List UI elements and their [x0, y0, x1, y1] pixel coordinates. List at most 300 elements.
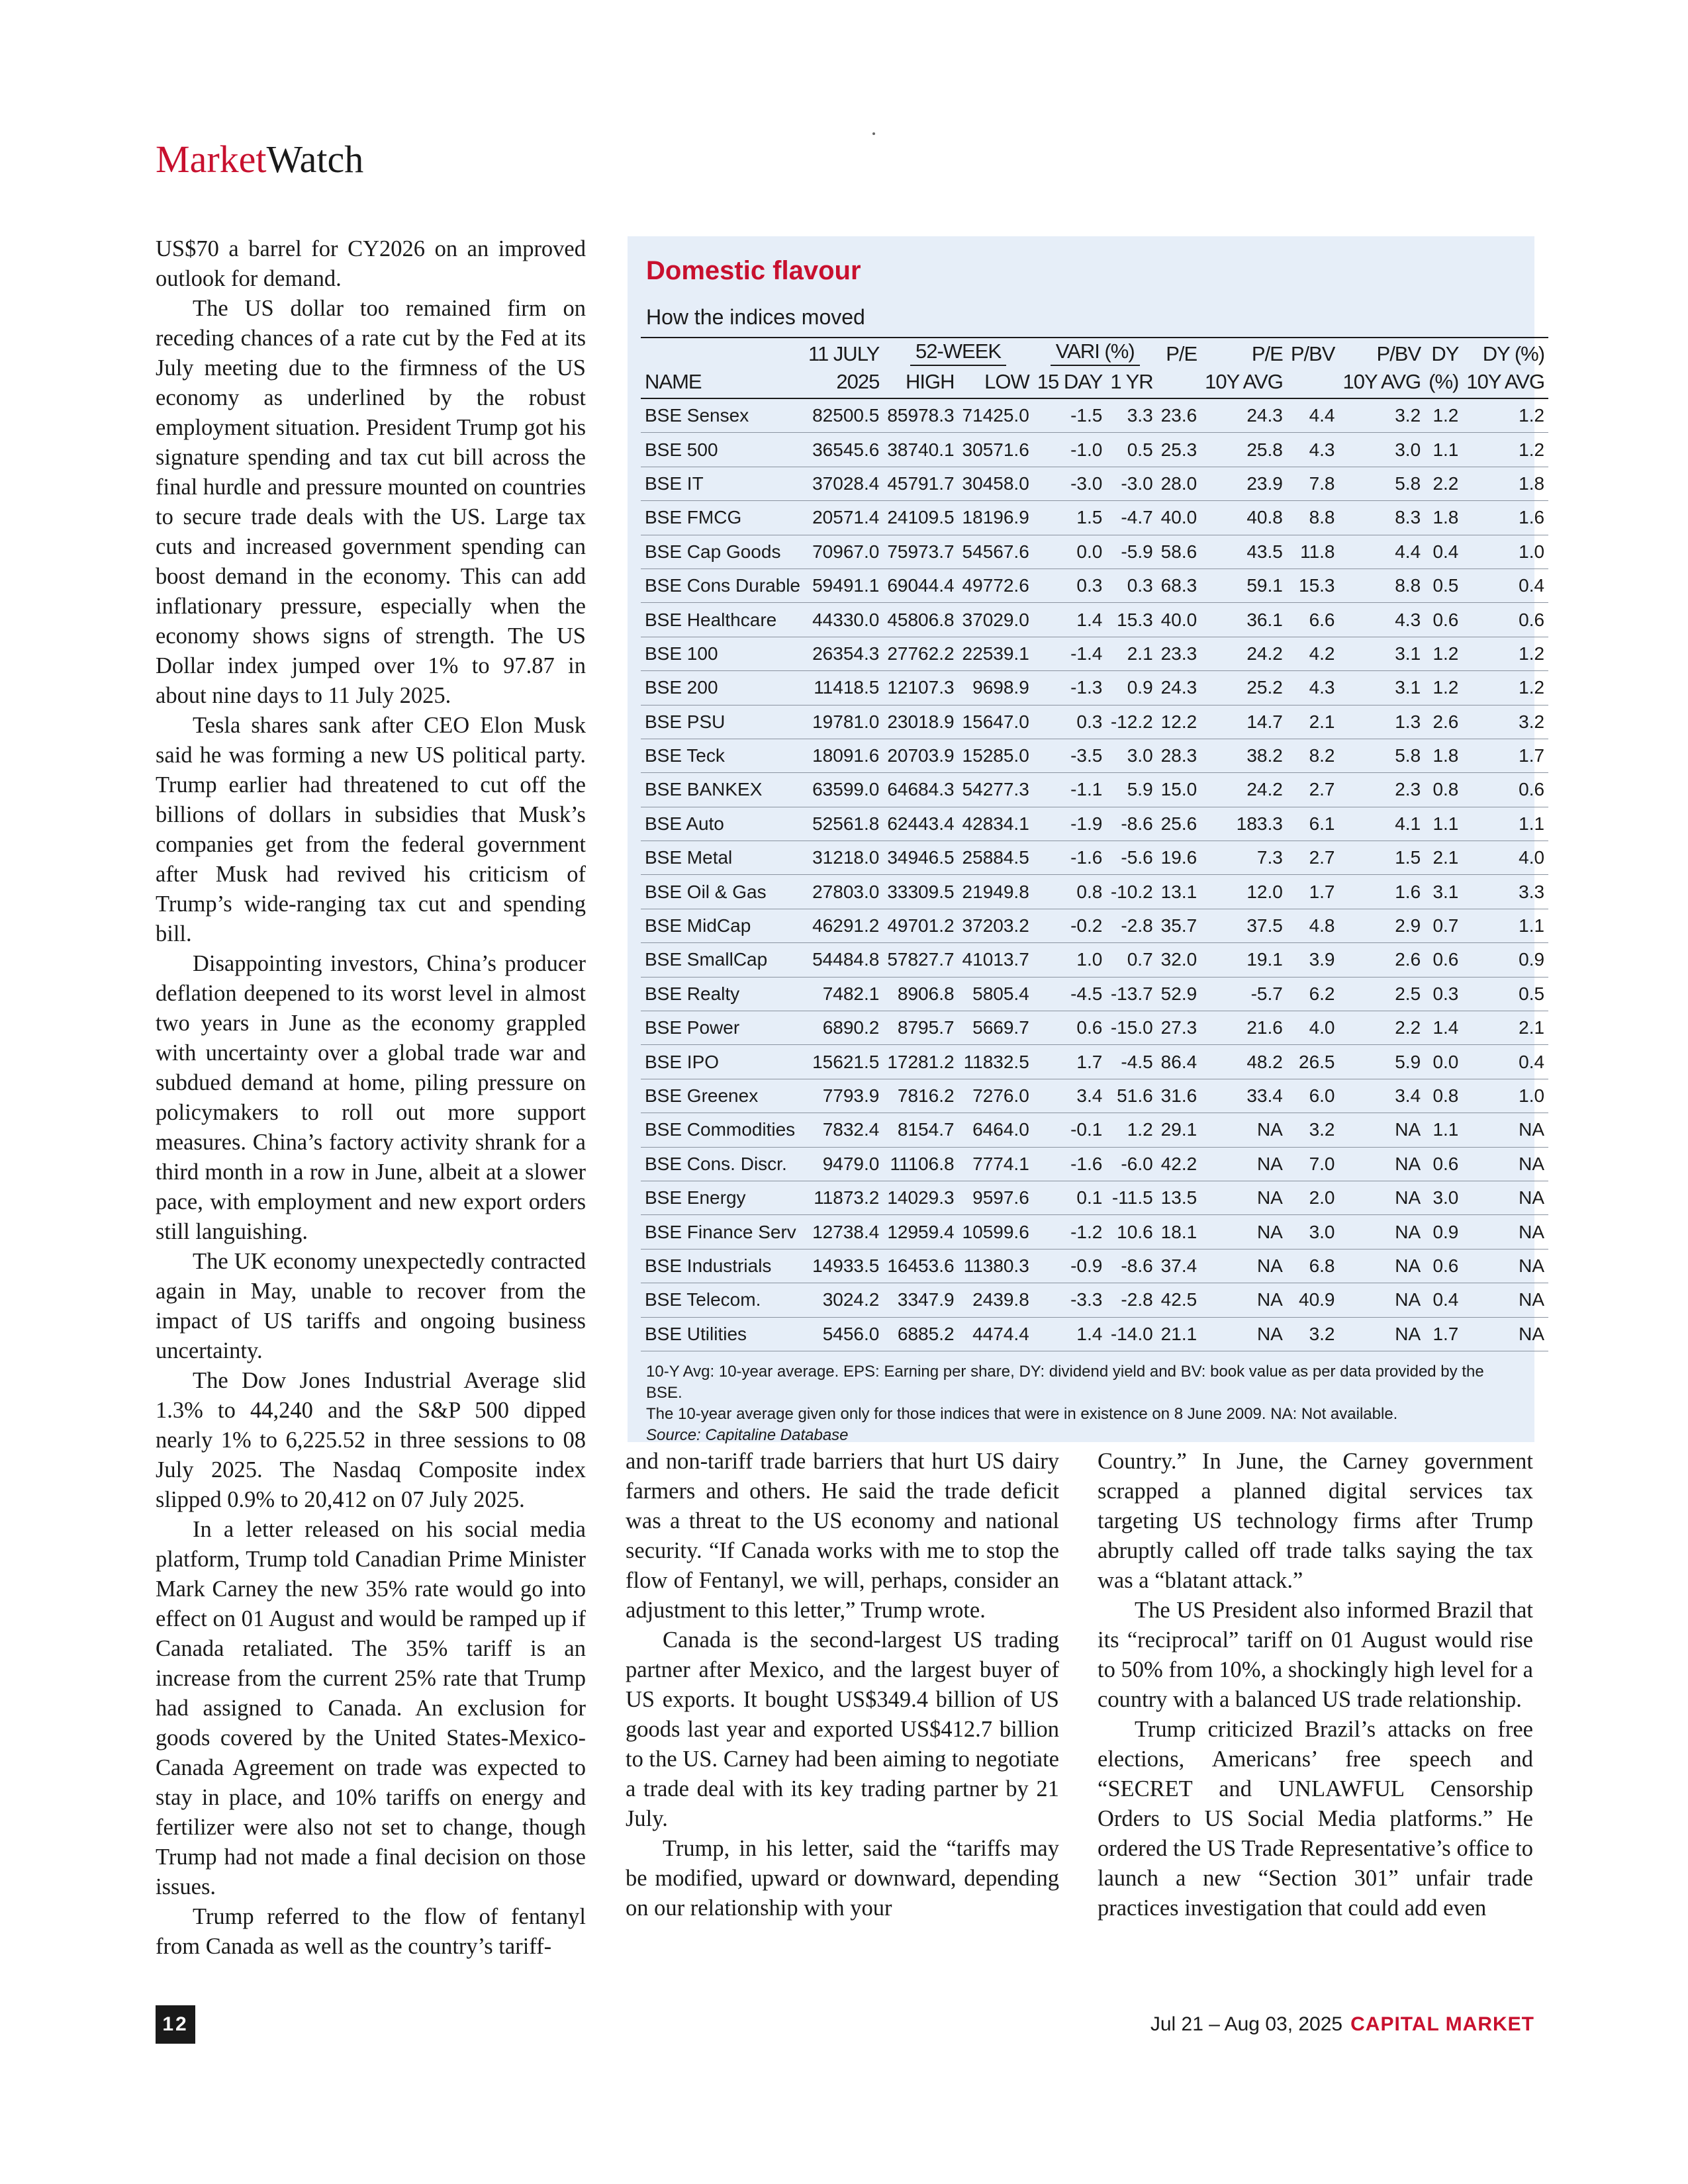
table-cell: 1.4 — [1033, 1317, 1107, 1351]
table-cell: 3.2 — [1339, 398, 1425, 433]
table-cell: 0.0 — [1033, 535, 1107, 569]
table-cell: 59491.1 — [804, 569, 883, 602]
table-cell: NA — [1201, 1181, 1287, 1214]
table-cell: 6890.2 — [804, 1011, 883, 1045]
table-cell: 36.1 — [1201, 603, 1287, 637]
table-cell: 54567.6 — [959, 535, 1033, 569]
stray-dot — [872, 132, 875, 135]
col-dy10: DY (%) — [1482, 342, 1545, 365]
index-name: BSE Auto — [641, 807, 804, 841]
table-cell: 4.3 — [1287, 433, 1339, 467]
table-cell: 54277.3 — [959, 773, 1033, 807]
table-cell: 1.1 — [1425, 1113, 1462, 1147]
table-cell: 183.3 — [1201, 807, 1287, 841]
table-cell: 1.4 — [1425, 1011, 1462, 1045]
table-cell: NA — [1339, 1181, 1425, 1214]
table-cell: 52.9 — [1157, 977, 1201, 1011]
table-cell: NA — [1462, 1113, 1548, 1147]
index-name: BSE Cons Durable — [641, 569, 804, 602]
table-cell: 2.1 — [1106, 637, 1156, 670]
paragraph: Trump, in his letter, said the “tariffs may be modified, upward or downward, depending on our relationship with your — [626, 1836, 1059, 1921]
table-cell: 15.0 — [1157, 773, 1201, 807]
table-cell: 0.5 — [1425, 569, 1462, 602]
table-cell: NA — [1339, 1215, 1425, 1249]
table-cell: 14933.5 — [804, 1249, 883, 1283]
table-cell: 2.5 — [1339, 977, 1425, 1011]
col-pe10-sub: 10Y AVG — [1201, 366, 1287, 398]
table-row — [641, 398, 1548, 433]
index-name: BSE 500 — [641, 433, 804, 467]
table-cell: 1.6 — [1462, 501, 1548, 535]
col-pbv10-sub: 10Y AVG — [1339, 366, 1425, 398]
col-52week — [883, 338, 1033, 366]
table-cell: NA — [1462, 1249, 1548, 1283]
page-number: 12 — [156, 2005, 195, 2044]
table-cell: 11.8 — [1287, 535, 1339, 569]
table-cell: 44330.0 — [804, 603, 883, 637]
table-cell: 12.2 — [1157, 705, 1201, 739]
table-cell: 2.7 — [1287, 841, 1339, 875]
table-cell: -5.9 — [1106, 535, 1156, 569]
table-cell: 1.8 — [1462, 467, 1548, 500]
table-cell: 54484.8 — [804, 943, 883, 977]
table-cell: 4.1 — [1339, 807, 1425, 841]
index-name: BSE Energy — [641, 1181, 804, 1214]
table-cell: 1.7 — [1425, 1317, 1462, 1351]
col-variation — [1033, 338, 1157, 366]
table-cell: NA — [1462, 1181, 1548, 1214]
table-cell: 12.0 — [1201, 875, 1287, 909]
table-cell: 3024.2 — [804, 1283, 883, 1317]
table-cell: NA — [1339, 1283, 1425, 1317]
table-cell: -0.2 — [1033, 909, 1107, 942]
table-cell: 30458.0 — [959, 467, 1033, 500]
table-cell: 0.4 — [1425, 1283, 1462, 1317]
table-cell: 15.3 — [1287, 569, 1339, 602]
table-cell: -10.2 — [1106, 875, 1156, 909]
table-cell: 1.6 — [1339, 875, 1425, 909]
index-name: BSE 100 — [641, 637, 804, 670]
paragraph: The US President also informed Brazil that its “reciprocal” tariff on 01 August would rise to 50% from 10%, a shockingly high level for a country with a balanced US trade relationship. — [1098, 1598, 1533, 1712]
table-cell: 45806.8 — [883, 603, 958, 637]
table-cell: 14.7 — [1201, 705, 1287, 739]
table-cell: 26.5 — [1287, 1045, 1339, 1079]
table-cell: NA — [1462, 1147, 1548, 1181]
table-cell: 33309.5 — [883, 875, 958, 909]
index-name: BSE Realty — [641, 977, 804, 1011]
col-dy-sub: (%) — [1425, 366, 1462, 398]
table-cell: 13.1 — [1157, 875, 1201, 909]
table-cell: 25.6 — [1157, 807, 1201, 841]
table-cell: 0.4 — [1425, 535, 1462, 569]
table-cell: 15621.5 — [804, 1045, 883, 1079]
index-name: BSE Teck — [641, 739, 804, 772]
col-name: NAME — [641, 366, 804, 398]
table-cell: -0.1 — [1033, 1113, 1107, 1147]
table-row — [641, 807, 1548, 841]
table-cell: 7276.0 — [959, 1079, 1033, 1113]
table-cell: 28.3 — [1157, 739, 1201, 772]
table-cell: 2.2 — [1425, 467, 1462, 500]
col-pbv10: P/BV — [1376, 342, 1421, 365]
table-cell: 23.3 — [1157, 637, 1201, 670]
col-date-top: 11 JULY — [808, 342, 880, 365]
table-cell: 51.6 — [1106, 1079, 1156, 1113]
table-cell: 42834.1 — [959, 807, 1033, 841]
table-cell: 1.5 — [1033, 501, 1107, 535]
table-cell: NA — [1462, 1283, 1548, 1317]
table-cell: 33.4 — [1201, 1079, 1287, 1113]
paragraph: and non-tariff trade barriers that hurt US dairy farmers and others. He said the trade deficit was a threat to the US economy and national security. “If Canada works with me to stop the flow of Fentanyl, we will, perhaps, consider an adjustment to this letter,” Trump wrote. — [626, 1449, 1059, 1623]
table-notes — [646, 1361, 1520, 1446]
index-name: BSE FMCG — [641, 501, 804, 535]
table-cell: 10.6 — [1106, 1215, 1156, 1249]
table-cell: 3.2 — [1287, 1317, 1339, 1351]
table-cell: 0.5 — [1462, 977, 1548, 1011]
table-cell: 32.0 — [1157, 943, 1201, 977]
table-cell: 30571.6 — [959, 433, 1033, 467]
table-cell: 37.5 — [1201, 909, 1287, 942]
col-15day: 15 DAY — [1033, 366, 1107, 398]
table-cell: 2.1 — [1425, 841, 1462, 875]
table-cell: 23018.9 — [883, 705, 958, 739]
table-cell: -5.7 — [1201, 977, 1287, 1011]
table-cell: 19.6 — [1157, 841, 1201, 875]
table-cell: 58.6 — [1157, 535, 1201, 569]
table-row — [641, 535, 1548, 569]
table-cell: 64684.3 — [883, 773, 958, 807]
table-cell: -1.2 — [1033, 1215, 1107, 1249]
table-cell: 7816.2 — [883, 1079, 958, 1113]
table-cell: 15.3 — [1106, 603, 1156, 637]
table-cell: 2.6 — [1339, 943, 1425, 977]
index-name: BSE Cons. Discr. — [641, 1147, 804, 1181]
col-pe: P/E — [1166, 342, 1197, 365]
table-cell: -6.0 — [1106, 1147, 1156, 1181]
table-cell: 40.8 — [1201, 501, 1287, 535]
table-cell: NA — [1201, 1249, 1287, 1283]
table-cell: 8.8 — [1287, 501, 1339, 535]
table-cell: 52561.8 — [804, 807, 883, 841]
table-cell: 25.2 — [1201, 671, 1287, 705]
table-cell: -4.5 — [1033, 977, 1107, 1011]
table-cell: -2.8 — [1106, 909, 1156, 942]
table-cell: 1.7 — [1462, 739, 1548, 772]
section-header — [156, 140, 363, 179]
table-cell: 6.1 — [1287, 807, 1339, 841]
table-cell: 7793.9 — [804, 1079, 883, 1113]
table-cell: 1.0 — [1462, 535, 1548, 569]
table-cell: 3.2 — [1462, 705, 1548, 739]
table-cell: NA — [1462, 1215, 1548, 1249]
table-cell: 0.9 — [1462, 943, 1548, 977]
col-dy: DY — [1431, 342, 1459, 365]
table-cell: -1.9 — [1033, 807, 1107, 841]
header-brand-red: Market — [156, 138, 267, 181]
table-cell: 86.4 — [1157, 1045, 1201, 1079]
table-cell: 0.4 — [1462, 1045, 1548, 1079]
table-row — [641, 841, 1548, 875]
table-cell: 1.2 — [1425, 398, 1462, 433]
table-cell: 1.1 — [1462, 909, 1548, 942]
paragraph: Country.” In June, the Carney government scrapped a planned digital services tax targeting US technology firms after Trump abruptly called off trade talks saying the tax was a “blatant attack.” — [1098, 1449, 1533, 1593]
paragraph: Tesla shares sank after CEO Elon Musk said he was forming a new US political party. Trump earlier had threatened to cut off the billions of dollars in subsidies that Musk’s companies get from the federal government after Musk had revived his criticism of Trump’s wide-ranging tax cut and spending bill. — [156, 713, 586, 946]
table-cell: 57827.7 — [883, 943, 958, 977]
col-date-bottom: 2025 — [804, 366, 883, 398]
table-cell: 3.0 — [1106, 739, 1156, 772]
table-cell: 70967.0 — [804, 535, 883, 569]
table-cell: -3.0 — [1106, 467, 1156, 500]
table-cell: 35.7 — [1157, 909, 1201, 942]
col-high: HIGH — [883, 366, 958, 398]
table-cell: 2.9 — [1339, 909, 1425, 942]
table-cell: 24.3 — [1157, 671, 1201, 705]
table-row — [641, 467, 1548, 500]
table-cell: -2.8 — [1106, 1283, 1156, 1317]
table-cell: 42.5 — [1157, 1283, 1201, 1317]
table-cell: 82500.5 — [804, 398, 883, 433]
table-cell: 0.3 — [1033, 705, 1107, 739]
table-cell: 21949.8 — [959, 875, 1033, 909]
index-name: BSE Metal — [641, 841, 804, 875]
table-cell: 25.8 — [1201, 433, 1287, 467]
table-cell: -8.6 — [1106, 807, 1156, 841]
table-row — [641, 909, 1548, 942]
table-cell: 28.0 — [1157, 467, 1201, 500]
table-cell: 0.9 — [1106, 671, 1156, 705]
index-name: BSE Sensex — [641, 398, 804, 433]
article-column-1 — [156, 234, 586, 1962]
table-cell: NA — [1201, 1147, 1287, 1181]
table-cell: 3.3 — [1462, 875, 1548, 909]
table-cell: 0.6 — [1462, 773, 1548, 807]
table-cell: 25884.5 — [959, 841, 1033, 875]
table-cell: NA — [1339, 1113, 1425, 1147]
table-cell: 2.7 — [1287, 773, 1339, 807]
table-row — [641, 603, 1548, 637]
table-cell: 5.9 — [1106, 773, 1156, 807]
table-cell: 1.1 — [1425, 807, 1462, 841]
table-cell: -11.5 — [1106, 1181, 1156, 1214]
table-cell: 0.3 — [1425, 977, 1462, 1011]
table-cell: 7.0 — [1287, 1147, 1339, 1181]
table-cell: 59.1 — [1201, 569, 1287, 602]
table-row — [641, 1079, 1548, 1113]
table-cell: -1.5 — [1033, 398, 1107, 433]
article-column-3 — [1098, 1447, 1533, 1923]
table-cell: -12.2 — [1106, 705, 1156, 739]
table-cell: 0.7 — [1106, 943, 1156, 977]
table-cell: 85978.3 — [883, 398, 958, 433]
table-cell: 18.1 — [1157, 1215, 1201, 1249]
table-cell: 36545.6 — [804, 433, 883, 467]
table-cell: 25.3 — [1157, 433, 1201, 467]
table-cell: 4.4 — [1287, 398, 1339, 433]
table-cell: 1.1 — [1425, 433, 1462, 467]
table-subtitle: How the indices moved — [646, 305, 865, 329]
table-cell: 68.3 — [1157, 569, 1201, 602]
table-row — [641, 569, 1548, 602]
table-cell: 6.2 — [1287, 977, 1339, 1011]
table-row — [641, 637, 1548, 670]
table-cell: 40.0 — [1157, 603, 1201, 637]
table-cell: 42.2 — [1157, 1147, 1201, 1181]
table-cell: 11873.2 — [804, 1181, 883, 1214]
table-cell: 21.6 — [1201, 1011, 1287, 1045]
table-cell: 2.2 — [1339, 1011, 1425, 1045]
table-cell: 20571.4 — [804, 501, 883, 535]
table-cell: 1.2 — [1106, 1113, 1156, 1147]
table-cell: 1.0 — [1462, 1079, 1548, 1113]
table-row — [641, 1113, 1548, 1147]
table-cell: 15647.0 — [959, 705, 1033, 739]
table-cell: 8795.7 — [883, 1011, 958, 1045]
table-cell: 0.6 — [1425, 943, 1462, 977]
table-cell: 20703.9 — [883, 739, 958, 772]
table-cell: 11106.8 — [883, 1147, 958, 1181]
table-cell: 1.8 — [1425, 739, 1462, 772]
table-cell: 1.2 — [1425, 671, 1462, 705]
table-cell: 27803.0 — [804, 875, 883, 909]
table-cell: 17281.2 — [883, 1045, 958, 1079]
table-row — [641, 1249, 1548, 1283]
table-cell: -3.5 — [1033, 739, 1107, 772]
table-cell: -1.0 — [1033, 433, 1107, 467]
table-row — [641, 943, 1548, 977]
table-cell: 18091.6 — [804, 739, 883, 772]
table-cell: -1.6 — [1033, 1147, 1107, 1181]
table-cell: 9597.6 — [959, 1181, 1033, 1214]
paragraph: Trump referred to the flow of fentanyl from Canada as well as the country’s tariff- — [156, 1904, 586, 1959]
table-cell: 7.8 — [1287, 467, 1339, 500]
table-cell: 40.9 — [1287, 1283, 1339, 1317]
table-row — [641, 1317, 1548, 1351]
table-cell: 3.4 — [1033, 1079, 1107, 1113]
table-cell: 1.7 — [1287, 875, 1339, 909]
table-cell: 2.6 — [1425, 705, 1462, 739]
table-cell: NA — [1339, 1147, 1425, 1181]
table-cell: 16453.6 — [883, 1249, 958, 1283]
table-cell: 7832.4 — [804, 1113, 883, 1147]
table-cell: 40.0 — [1157, 501, 1201, 535]
table-cell: 6464.0 — [959, 1113, 1033, 1147]
table-cell: 12959.4 — [883, 1215, 958, 1249]
table-cell: 27.3 — [1157, 1011, 1201, 1045]
table-cell: 8.3 — [1339, 501, 1425, 535]
table-cell: -1.3 — [1033, 671, 1107, 705]
table-cell: NA — [1201, 1283, 1287, 1317]
table-cell: NA — [1201, 1317, 1287, 1351]
table-cell: 27762.2 — [883, 637, 958, 670]
table-cell: 29.1 — [1157, 1113, 1201, 1147]
table-row — [641, 501, 1548, 535]
table-source — [646, 1425, 1520, 1446]
table-cell: -8.6 — [1106, 1249, 1156, 1283]
paragraph: The Dow Jones Industrial Average slid 1.3% to 44,240 and the S&P 500 dipped nearly 1% to 6,225.52 in three sessions to 08 July 2025. The Nasdaq Composite index slipped 0.9% to 20,412 on 07 July 2025. — [156, 1368, 586, 1512]
paragraph: The UK economy unexpectedly contracted again in May, unable to recover from the impact of US tariffs and ongoing business uncertainty. — [156, 1249, 586, 1363]
table-row — [641, 671, 1548, 705]
table-note: 10-Y Avg: 10-year average. EPS: Earning per share, DY: dividend yield and BV: book value as per data provided by the BSE. — [646, 1363, 1484, 1402]
table-cell: 7.3 — [1201, 841, 1287, 875]
table-cell: 19781.0 — [804, 705, 883, 739]
table-cell: 37028.4 — [804, 467, 883, 500]
table-cell: 1.2 — [1462, 433, 1548, 467]
table-cell: 23.9 — [1201, 467, 1287, 500]
table-cell: 46291.2 — [804, 909, 883, 942]
paragraph: Disappointing investors, China’s producer deflation deepened to its worst level in almost two years in June as the economy grappled with uncertainty over a global trade war and subdued demand at home, piling pressure on policymakers to roll out more support measures. China’s factory activity shrank for a third month in a row in June, albeit at a slower pace, with employment and new export orders still languishing. — [156, 951, 586, 1244]
table-cell: 1.1 — [1462, 807, 1548, 841]
table-cell: 5805.4 — [959, 977, 1033, 1011]
table-cell: 5456.0 — [804, 1317, 883, 1351]
table-cell: 11418.5 — [804, 671, 883, 705]
table-cell: 75973.7 — [883, 535, 958, 569]
table-cell: 24.3 — [1201, 398, 1287, 433]
index-name: BSE Cap Goods — [641, 535, 804, 569]
table-cell: 3.1 — [1339, 637, 1425, 670]
table-cell: 3.0 — [1425, 1181, 1462, 1214]
table-cell: -4.7 — [1106, 501, 1156, 535]
table-cell: 1.8 — [1425, 501, 1462, 535]
table-row — [641, 1045, 1548, 1079]
table-cell: 5.8 — [1339, 467, 1425, 500]
indices-table — [641, 337, 1548, 1351]
indices-table-panel — [628, 236, 1545, 1444]
table-cell: 6885.2 — [883, 1317, 958, 1351]
table-row — [641, 977, 1548, 1011]
index-name: BSE BANKEX — [641, 773, 804, 807]
paragraph: Canada is the second-largest US trading partner after Mexico, and the largest buyer of US exports. It bought US$349.4 billion of US goods last year and exported US$412.7 billion to the US. Carney had been aiming to negotiate a trade deal with its key trading partner by 21 July. — [626, 1627, 1059, 1831]
table-cell: 1.3 — [1339, 705, 1425, 739]
table-cell: 38.2 — [1201, 739, 1287, 772]
table-cell: 4.8 — [1287, 909, 1339, 942]
table-cell: 23.6 — [1157, 398, 1201, 433]
table-cell: 6.8 — [1287, 1249, 1339, 1283]
table-cell: 9479.0 — [804, 1147, 883, 1181]
table-cell: 15285.0 — [959, 739, 1033, 772]
table-cell: 4.0 — [1462, 841, 1548, 875]
table-row — [641, 1147, 1548, 1181]
table-row — [641, 739, 1548, 772]
table-cell: 0.3 — [1106, 569, 1156, 602]
table-cell: 2.3 — [1339, 773, 1425, 807]
table-cell: 18196.9 — [959, 501, 1033, 535]
table-note: The 10-year average given only for those indices that were in existence on 8 June 2009. NA: Not available. — [646, 1405, 1398, 1423]
paragraph: In a letter released on his social media platform, Trump told Canadian Prime Minister Mark Carney the new 35% rate would go into effect on 01 August and would be ramped up if Canada retaliated. The 35% tariff is an increase from the current 25% rate that Trump had assigned to Canada. An exclusion for goods covered by the United States-Mexico-Canada Agreement on trade was expected to stay in place, and 10% tariffs on energy and fertilizer were also not set to change, though Trump had not made a final decision on those issues. — [156, 1517, 586, 1899]
table-cell: 37029.0 — [959, 603, 1033, 637]
table-cell: 0.5 — [1106, 433, 1156, 467]
table-cell: 1.2 — [1462, 398, 1548, 433]
table-cell: 1.0 — [1033, 943, 1107, 977]
table-source-text: Source: Capitaline Database — [646, 1426, 849, 1444]
table-cell: 21.1 — [1157, 1317, 1201, 1351]
table-cell: 8154.7 — [883, 1113, 958, 1147]
table-cell: NA — [1201, 1215, 1287, 1249]
table-row — [641, 433, 1548, 467]
table-cell: 11832.5 — [959, 1045, 1033, 1079]
table-cell: 0.8 — [1033, 875, 1107, 909]
table-cell: 5669.7 — [959, 1011, 1033, 1045]
table-cell: -1.4 — [1033, 637, 1107, 670]
table-cell: 12738.4 — [804, 1215, 883, 1249]
table-cell: 3.1 — [1339, 671, 1425, 705]
index-name: BSE Greenex — [641, 1079, 804, 1113]
table-cell: 31218.0 — [804, 841, 883, 875]
table-body — [641, 398, 1548, 1351]
index-name: BSE 200 — [641, 671, 804, 705]
table-cell: -4.5 — [1106, 1045, 1156, 1079]
table-cell: 0.0 — [1425, 1045, 1462, 1079]
table-cell: 3.0 — [1287, 1215, 1339, 1249]
